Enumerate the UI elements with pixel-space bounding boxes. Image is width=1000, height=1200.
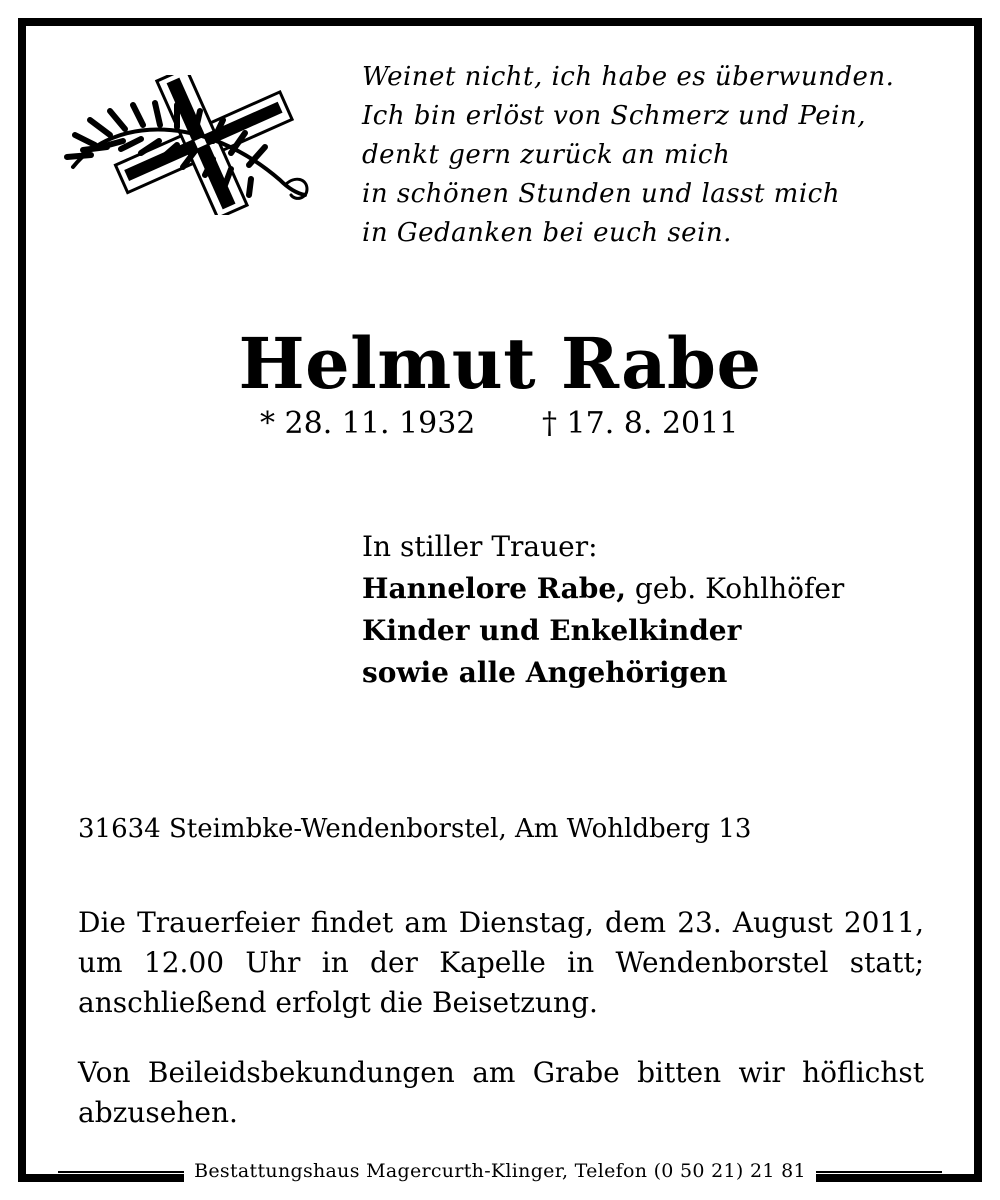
mourners-block bbox=[362, 526, 844, 694]
verse bbox=[362, 58, 942, 253]
verse-line: Ich bin erlöst von Schmerz und Pein, bbox=[362, 101, 866, 131]
mourner-spouse-line bbox=[362, 568, 844, 610]
birth-date: * 28. 11. 1932 bbox=[260, 406, 476, 441]
mourning-heading: In stiller Trauer: bbox=[362, 530, 598, 563]
ceremony-paragraph: Die Trauerfeier findet am Dienstag, dem 23. August 2011, um 12.00 Uhr in der Kapelle in Wendenborstel statt; anschließend erfolgt die Beisetzung. bbox=[78, 906, 924, 1019]
verse-line: in Gedanken bei euch sein. bbox=[362, 218, 732, 248]
funeral-home-line: Bestattungshaus Magercurth-Klinger, Telefon (0 50 21) 21 81 bbox=[184, 1158, 816, 1184]
mourner-children-line: Kinder und Enkelkinder bbox=[362, 614, 742, 647]
condolence-paragraph: Von Beileidsbekundungen am Grabe bitten wir höflichst abzusehen. bbox=[78, 1056, 924, 1129]
death-date: † 17. 8. 2011 bbox=[542, 406, 739, 441]
spouse-maiden-name: geb. Kohlhöfer bbox=[634, 572, 845, 605]
mourner-relatives-line: sowie alle Angehörigen bbox=[362, 656, 728, 689]
cross-with-palm-branch-icon bbox=[55, 75, 315, 215]
verse-line: in schönen Stunden und lasst mich bbox=[362, 179, 840, 209]
footer bbox=[0, 1158, 1000, 1184]
deceased-name: Helmut Rabe bbox=[238, 322, 762, 405]
spouse-name: Hannelore Rabe, bbox=[362, 572, 626, 605]
address: 31634 Steimbke-Wendenborstel, Am Wohldberg 13 bbox=[78, 814, 752, 844]
verse-line: Weinet nicht, ich habe es überwunden. bbox=[362, 62, 895, 92]
verse-line: denkt gern zurück an mich bbox=[362, 140, 731, 170]
